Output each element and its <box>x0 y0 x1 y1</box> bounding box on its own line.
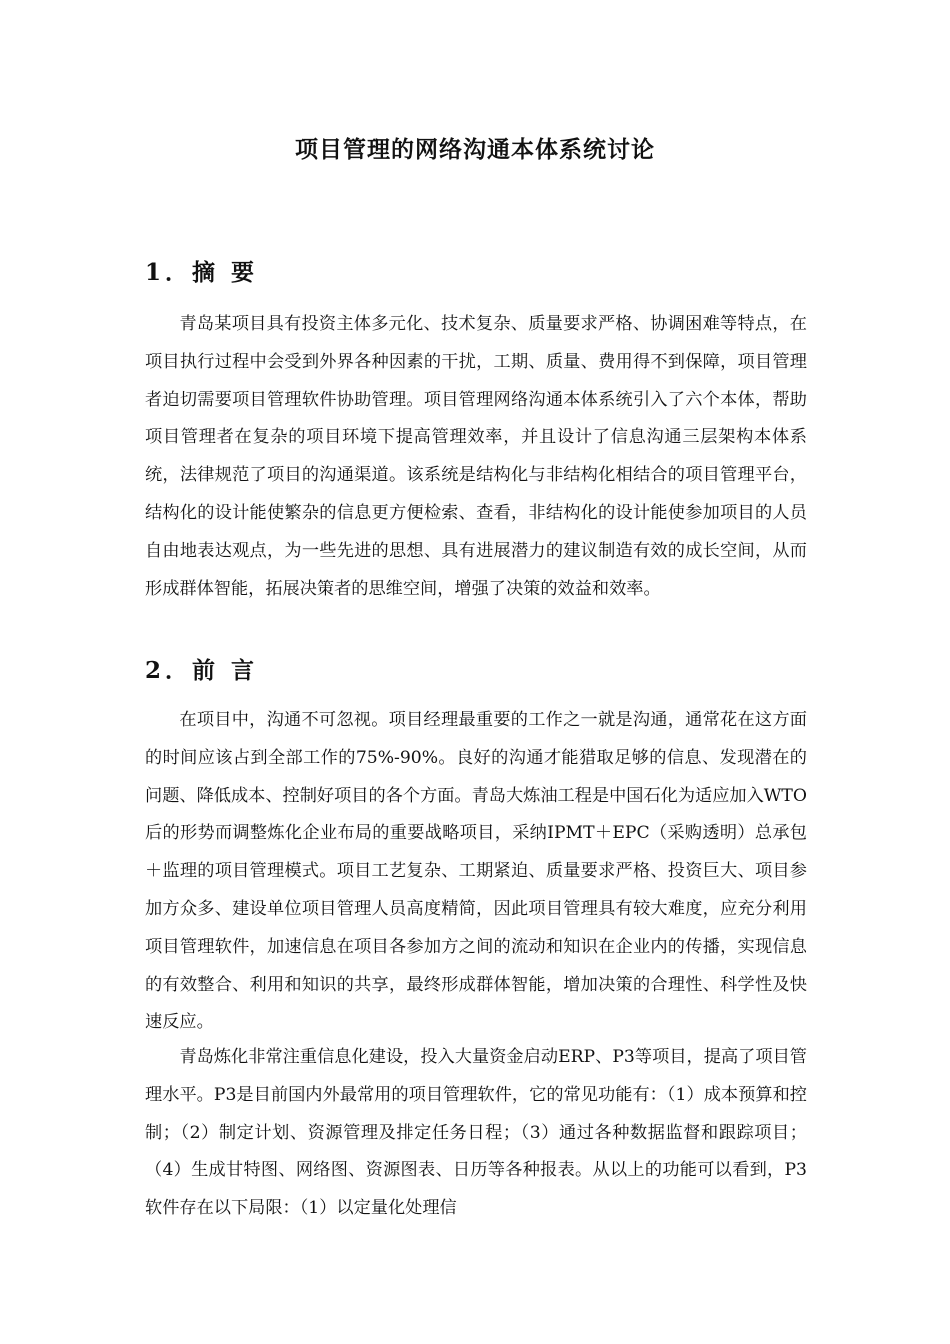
section-heading-abstract: 1．摘 要 <box>145 259 259 286</box>
document-title: 项目管理的网络沟通本体系统讨论 <box>295 136 655 163</box>
abstract-paragraph: 青岛某项目具有投资主体多元化、技术复杂、质量要求严格、协调困难等特点，在项目执行过程中会受到外界各种因素的干扰，工期、质量、费用得不到保障，项目管理者迫切需要项目管理软件协助管理。项目管理网络沟通本体系统引入了六个本体，帮助项目管理者在复杂的项目环境下提高管理效率，并且设计了信息沟通三层架构本体系统，法律规范了项目的沟通渠道。该系统是结构化与非结构化相结合的项目管理平台，结构化的设计能使繁杂的信息更方便检索、查看，非结构化的设计能使参加项目的人员自由地表达观点，为一些先进的思想、具有进展潜力的建议制造有效的成长空间，从而形成群体智能，拓展决策者的思维空间，增强了决策的效益和效率。 <box>145 314 807 599</box>
preface-paragraph-1: 在项目中，沟通不可忽视。项目经理最重要的工作之一就是沟通，通常花在这方面的时间应该占到全部工作的75%-90%。良好的沟通才能猎取足够的信息、发现潜在的问题、降低成本、控制好项目的各个方面。青岛大炼油工程是中国石化为适应加入WTO后的形势而调整炼化企业布局的重要战略项目，采纳IPMT＋EPC（采购透明）总承包＋监理的项目管理模式。项目工艺复杂、工期紧迫、质量要求严格、投资巨大、项目参加方众多、建设单位项目管理人员高度精简，因此项目管理具有较大难度，应充分利用项目管理软件，加速信息在项目各参加方之间的流动和知识在企业内的传播，实现信息的有效整合、利用和知识的共享，最终形成群体智能，增加决策的合理性、科学性及快速反应。 <box>145 710 807 1033</box>
preface-paragraph-2: 青岛炼化非常注重信息化建设，投入大量资金启动ERP、P3等项目，提高了项目管理水平。P3是目前国内外最常用的项目管理软件，它的常见功能有：（1）成本预算和控制；（2）制定计划、资源管理及排定任务日程；（3）通过各种数据监督和跟踪项目；（4）生成甘特图、网络图、资源图表、日历等各种报表。从以上的功能可以看到，P3软件存在以下局限：（1）以定量化处理信 <box>145 1047 807 1219</box>
section-heading-preface: 2．前 言 <box>145 657 259 684</box>
